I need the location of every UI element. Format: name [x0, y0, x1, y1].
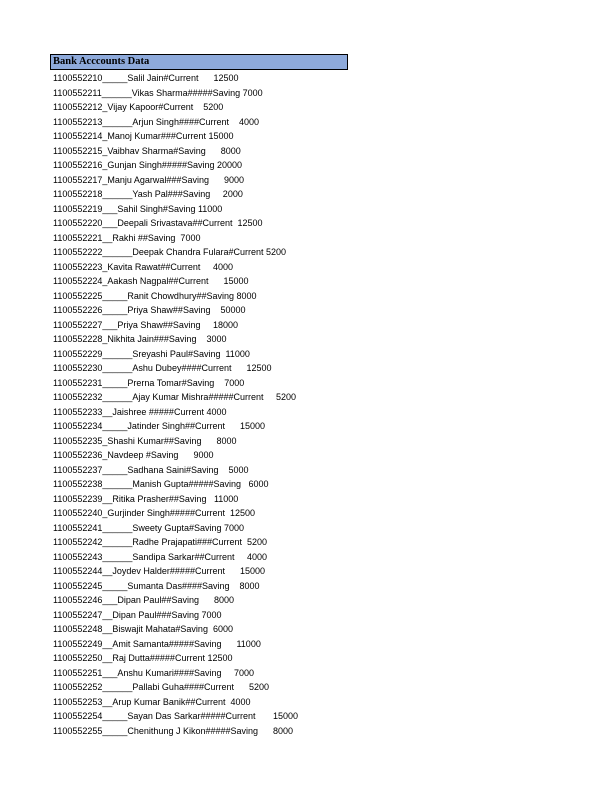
data-row-cell: 1100552216_Gunjan Singh#####Saving 20000 — [53, 160, 243, 170]
data-row-cell: 1100552233__Jaishree #####Current 4000 — [53, 406, 227, 417]
data-row-cell: 1100552234_____Jatinder Singh##Current 15000 — [53, 421, 266, 431]
data-row-cell: 1100552255_____Chenithung J Kikon#####Saving 8000 — [53, 725, 294, 736]
data-row-cell: 1100552215_Vaibhav Sharma#Saving 8000 — [53, 145, 241, 156]
data-row-cell: 1100552237_____Sadhana Saini#Saving 5000 — [53, 464, 249, 475]
data-row-cell: 1100552228_Nikhita Jain###Saving 3000 — [53, 334, 227, 344]
data-row-cell: 1100552217_Manju Agarwal###Saving 9000 — [53, 174, 244, 185]
data-row-cell: 1100552240_Gurjinder Singh#####Current 12500 — [53, 508, 255, 518]
data-row-cell: 1100552236_Navdeep #Saving 9000 — [53, 450, 214, 460]
data-row-cell: 1100552223_Kavita Rawat##Current 4000 — [53, 261, 233, 272]
data-row-cell: 1100552232______Ajay Kumar Mishra#####Current 5200 — [53, 392, 296, 402]
sheet-title-cell: Bank Acccounts Data — [50, 54, 348, 70]
data-row-cell: 1100552242______Radhe Prajapati###Current 5200 — [53, 537, 268, 547]
data-row-cell: 1100552248__Biswajit Mahata#Saving 6000 — [53, 624, 233, 634]
data-row-cell: 1100552238______Manish Gupta#####Saving 6000 — [53, 479, 269, 489]
data-row-cell: 1100552219___Sahil Singh#Saving 11000 — [53, 203, 223, 214]
data-row-cell: 1100552221__Rakhi ##Saving 7000 — [53, 232, 201, 243]
data-row-cell: 1100552229______Sreyashi Paul#Saving 11000 — [53, 348, 250, 359]
data-row-cell: 1100552210_____Salil Jain#Current 12500 — [53, 73, 239, 83]
data-row-cell: 1100552214_Manoj Kumar###Current 15000 — [53, 131, 234, 141]
data-row-cell: 1100552245_____Sumanta Das####Saving 8000 — [53, 580, 260, 591]
data-row-cell: 1100552241______Sweety Gupta#Saving 7000 — [53, 522, 244, 533]
data-row-cell: 1100552239__Ritika Prasher##Saving 11000 — [53, 493, 239, 504]
data-row-cell: 1100552224_Aakash Nagpal##Current 15000 — [53, 276, 249, 286]
data-row-cell: 1100552227___Priya Shaw##Saving 18000 — [53, 319, 238, 330]
data-row-cell: 1100552246___Dipan Paul##Saving 8000 — [53, 595, 234, 605]
spreadsheet-range — [50, 54, 350, 738]
data-row-cell: 1100552230______Ashu Dubey####Current 12500 — [53, 363, 272, 373]
data-row-cell: 1100552250__Raj Dutta#####Current 12500 — [53, 653, 233, 663]
data-row-cell: 1100552247__Dipan Paul###Saving 7000 — [53, 609, 222, 620]
data-row-cell: 1100552211______Vikas Sharma#####Saving 7000 — [53, 87, 263, 98]
data-row-cell: 1100552251___Anshu Kumari####Saving 7000 — [53, 667, 254, 678]
data-row-cell: 1100552212_Vijay Kapoor#Current 5200 — [53, 102, 224, 112]
data-row-cell: 1100552254_____Sayan Das Sarkar#####Current 15000 — [53, 711, 299, 721]
data-row-cell: 1100552253__Arup Kumar Banik##Current 4000 — [53, 696, 251, 707]
data-rows — [50, 71, 350, 738]
data-row-cell: 1100552244__Joydev Halder#####Current 15000 — [53, 566, 265, 576]
data-row-cell: 1100552235_Shashi Kumar##Saving 8000 — [53, 435, 237, 446]
data-row-cell: 1100552225_____Ranit Chowdhury##Saving 8000 — [53, 290, 257, 301]
data-row-cell: 1100552243______Sandipa Sarkar##Current 4000 — [53, 551, 268, 562]
data-row-cell: 1100552222______Deepak Chandra Fulara#Current 5200 — [53, 247, 287, 257]
data-row-cell: 1100552213______Arjun Singh####Current 4000 — [53, 116, 260, 127]
data-row-cell: 1100552249__Amit Samanta#####Saving 11000 — [53, 638, 261, 649]
data-row-cell: 1100552218______Yash Pal###Saving 2000 — [53, 189, 243, 199]
data-row-cell: 1100552220___Deepali Srivastava##Current 12500 — [53, 218, 263, 228]
data-row-cell: 1100552226_____Priya Shaw##Saving 50000 — [53, 305, 246, 315]
data-row-cell: 1100552252______Pallabi Guha####Current 5200 — [53, 682, 270, 692]
data-row-cell: 1100552231_____Prerna Tomar#Saving 7000 — [53, 377, 245, 388]
